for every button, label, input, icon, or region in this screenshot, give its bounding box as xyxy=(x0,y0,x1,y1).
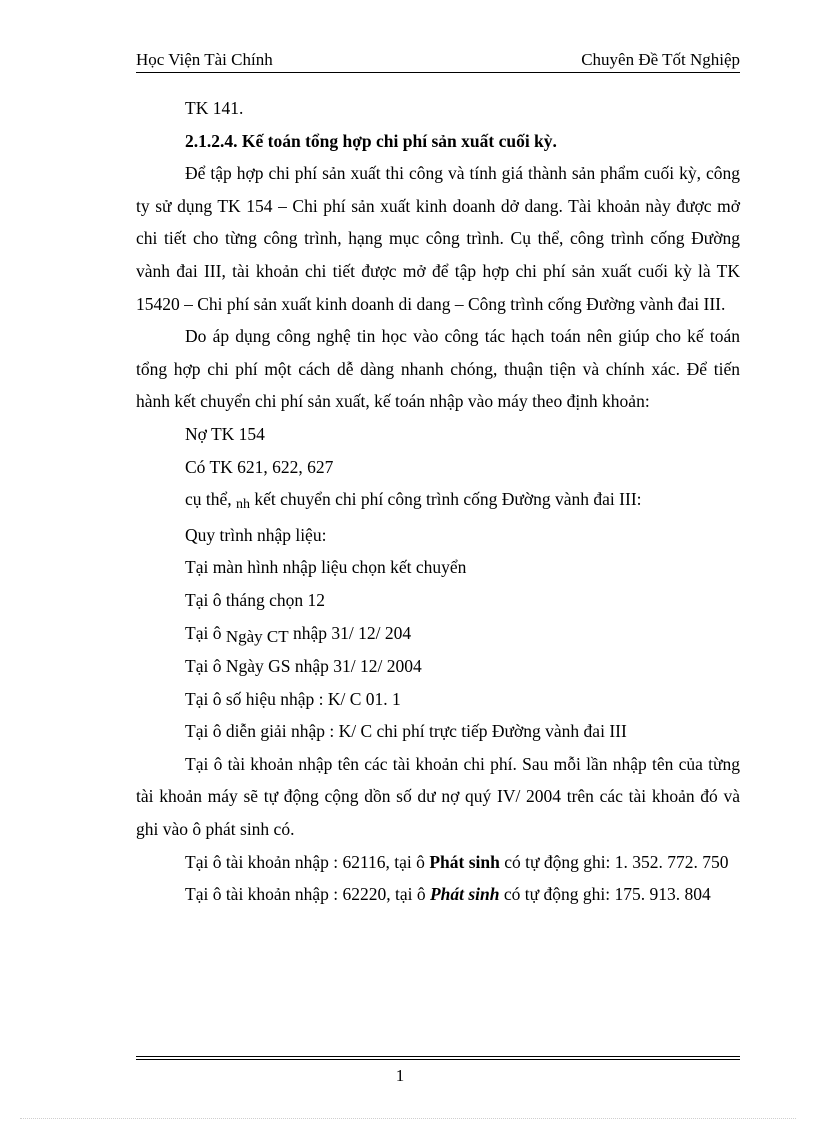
header-rule xyxy=(136,72,740,73)
entry-debit: Nợ TK 154 xyxy=(185,423,265,444)
cuthe-text-rest: kết chuyển chi phí công trình cống Đường vành đai III: xyxy=(250,489,642,510)
p5-prefix: Tại ô tài khoản nhập : 62220, tại ô xyxy=(185,884,430,905)
text-line-manhinh: Tại màn hình nhập liệu chọn kết chuyển xyxy=(185,557,467,578)
p4-prefix: Tại ô tài khoản nhập : 62116, tại ô xyxy=(185,851,430,872)
cuthe-subscript: nh xyxy=(236,497,251,513)
text-line-thang: Tại ô tháng chọn 12 xyxy=(185,589,325,610)
cuthe-text: cụ thể, xyxy=(185,489,232,510)
page-body xyxy=(136,92,740,911)
paragraph-software: Do áp dụng công nghệ tin học vào công tác hạch toán nên giúp cho kế toán tổng hợp chi phí một cách dễ dàng nhanh chóng, thuận tiện và chính xác. Để tiến hành kết chuyển chi phí sản xuất, kế toán nhập vào máy theo định khoản: xyxy=(136,326,740,412)
text-line-ngayct xyxy=(136,617,740,651)
p5-bold-italic-term: Phát sinh xyxy=(429,884,500,905)
header-document-type: Chuyên Đề Tốt Nghiệp xyxy=(581,50,740,69)
p4-bold-term: Phát sinh xyxy=(429,851,500,872)
footer-rule-top xyxy=(136,1056,740,1057)
text-line-ngaygs: Tại ô Ngày GS nhập 31/ 12/ 2004 xyxy=(185,656,422,677)
paragraph-tk154: Để tập hợp chi phí sản xuất thi công và tính giá thành sản phẩm cuối kỳ, công ty sử dụng TK 154 – Chi phí sản xuất kinh doanh dở dang. Tài khoản này được mở chi tiết cho từng công trình, hạng mục công trình. Cụ thể, công trình cống Đường vành đai III, tài khoản chi tiết được mở để tập hợp chi phí sản xuất cuối kỳ là TK 15420 – Chi phí sản xuất kinh doanh di dang – Công trình cống Đường vành đai III. xyxy=(136,163,740,314)
ngayct-value: nhập 31/ 12/ 204 xyxy=(288,622,412,643)
p5-rest: có tự động ghi: 175. 913. 804 xyxy=(499,884,711,905)
paragraph-62116 xyxy=(136,846,740,879)
text-line-cuthe xyxy=(136,483,740,519)
text-line-quytrinh: Quy trình nhập liệu: xyxy=(185,524,327,545)
footer-rule-bottom xyxy=(136,1059,740,1060)
paragraph-62220 xyxy=(136,878,740,911)
text-line-sohieu: Tại ô số hiệu nhập : K/ C 01. 1 xyxy=(185,688,401,709)
section-heading: 2.1.2.4. Kế toán tổng hợp chi phí sản xuất cuối kỳ. xyxy=(185,130,557,151)
p4-rest: có tự động ghi: 1. 352. 772. 750 xyxy=(499,851,729,872)
page-number: 1 xyxy=(395,1066,405,1085)
entry-credit: Có TK 621, 622, 627 xyxy=(185,456,334,477)
page-edge-dotted-line xyxy=(20,1118,796,1119)
paragraph-accounts: Tại ô tài khoản nhập tên các tài khoản chi phí. Sau mỗi lần nhập tên của từng tài khoản máy sẽ tự động cộng dồn số dư nợ quý IV/ 2004 trên các tài khoản đó và ghi vào ô phát sinh có. xyxy=(136,753,740,840)
text-line-tk141: TK 141. xyxy=(185,98,244,118)
ngayct-field: Ngày CT xyxy=(225,626,289,646)
header-institution: Học Viện Tài Chính xyxy=(136,50,273,69)
ngayct-prefix: Tại ô xyxy=(185,622,226,643)
text-line-diengiai: Tại ô diễn giải nhập : K/ C chi phí trực tiếp Đường vành đai III xyxy=(185,721,627,742)
